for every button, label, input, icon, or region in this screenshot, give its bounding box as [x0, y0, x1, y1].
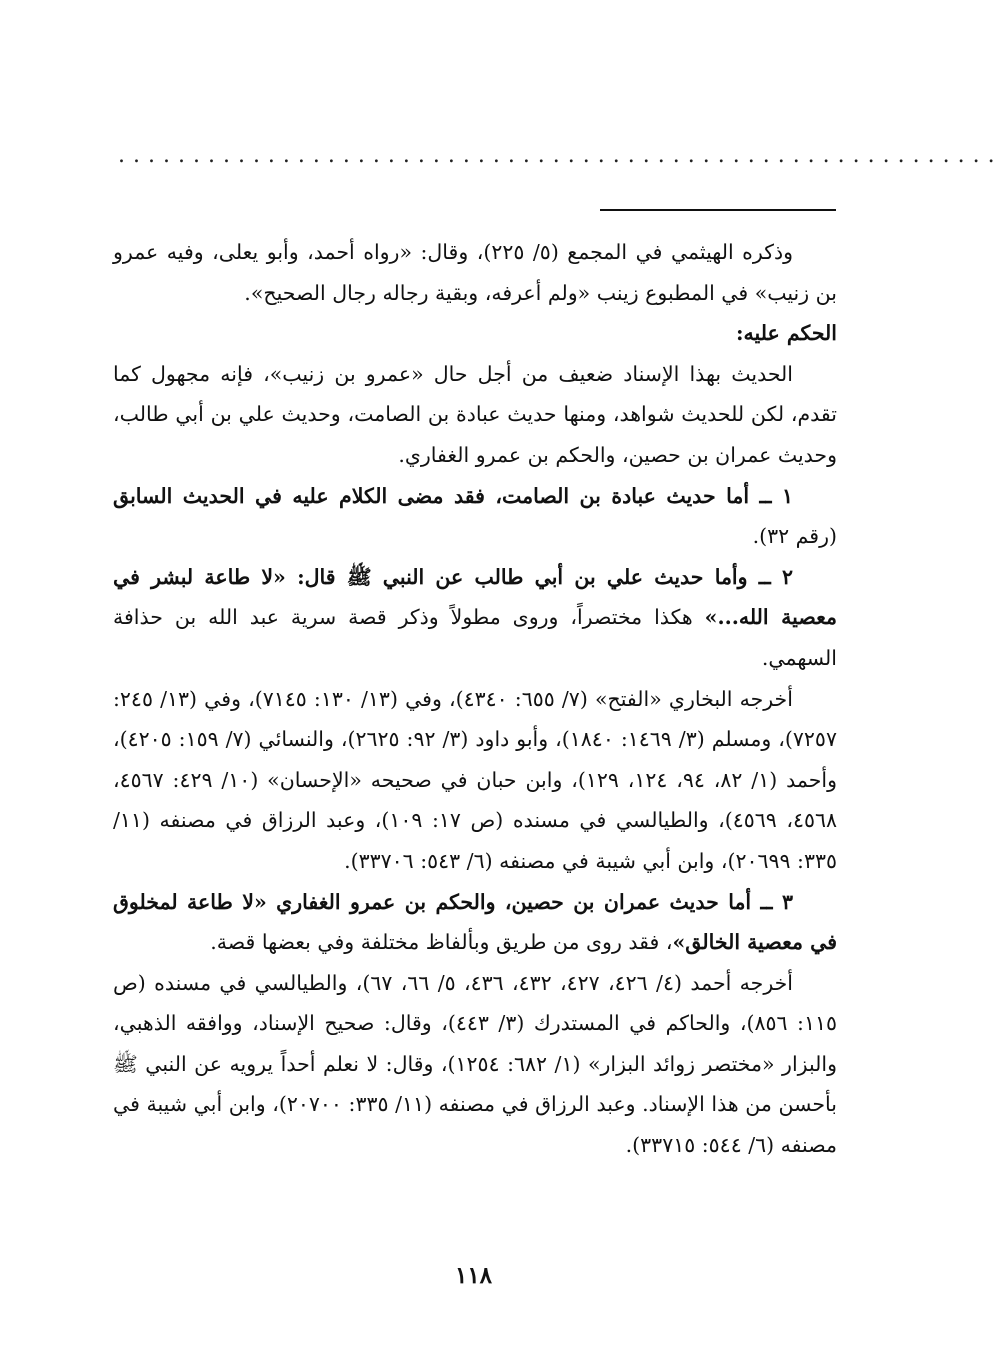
paragraph-haythami: وذكره الهيثمي في المجمع (٥/ ٢٢٥)، وقال: «رواه أحمد، وأبو يعلى، وفيه عمرو بن زنيب» في المطبوع زينب «ولم أعرفه، وبقية رجاله رجال الصحيح».	[113, 240, 837, 305]
footnote-rule	[600, 209, 836, 211]
item-1-rest: (رقم ٣٢).	[752, 524, 837, 549]
paragraph-item-2	[113, 557, 837, 679]
dotted-separator: ...........................................................	[118, 143, 1003, 168]
paragraph-item-1	[113, 476, 837, 557]
paragraph-item-3	[113, 882, 837, 963]
item-3-lead: ٣ ــ أما حديث عمران بن حصين، والحكم بن عمرو الغفاري «لا طاعة لمخلوق في معصية الخالق»	[113, 889, 837, 955]
paragraph-ahmad: أخرجه أحمد (٤/ ٤٢٦، ٤٢٧، ٤٣٢، ٤٣٦، ٥/ ٦٦، ٦٧)، والطيالسي في مسنده (ص ١١٥: ٨٥٦)، والحاكم في المستدرك (٣/ ٤٤٣)، وقال: صحيح الإسناد، ووافقه الذهبي، والبزار «مختصر زوائد البزار» (١/ ٦٨٢: ١٢٥٤)، وقال: لا نعلم أحداً يرويه عن النبي ﷺ بأحسن من هذا الإسناد. وعبد الرزاق في مصنفه (١١/ ٣٣٥: ٢٠٧٠٠)، وابن أبي شيبة في مصنفه (٦/ ٥٤٤: ٣٣٧١٥).	[113, 970, 837, 1158]
page-number: ١١٨	[454, 1262, 493, 1289]
body-text	[113, 232, 837, 1166]
paragraph-bukhari: أخرجه البخاري «الفتح» (٧/ ٦٥٥: ٤٣٤٠)، وفي (١٣/ ١٣٠: ٧١٤٥)، وفي (١٣/ ٢٤٥: ٧٢٥٧)، ومسلم (٣/ ١٤٦٩: ١٨٤٠)، وأبو داود (٣/ ٩٢: ٢٦٢٥)، والنسائي (٧/ ١٥٩: ٤٢٠٥)، وأحمد (١/ ٨٢، ٩٤، ١٢٤، ١٢٩)، وابن حبان في صحيحه «الإحسان» (١٠/ ٤٢٩: ٤٥٦٧، ٤٥٦٨، ٤٥٦٩)، والطيالسي في مسنده (ص ١٧: ١٠٩)، وعبد الرزاق في مصنفه (١١/ ٣٣٥: ٢٠٦٩٩)، وابن أبي شيبة في مصنفه (٦/ ٥٤٣: ٣٣٧٠٦).	[113, 686, 837, 873]
item-3-rest: ، فقد روى من طريق وبألفاظ مختلفة وفي بعضها قصة.	[210, 930, 673, 955]
item-2-rest: هكذا مختصراً، وروى مطولاً وذكر قصة سرية عبد الله بن حذافة السهمي.	[113, 605, 837, 670]
item-2-lead: ٢ ــ وأما حديث علي بن أبي طالب عن النبي ﷺ قال: «لا طاعة لبشر في معصية الله...»	[113, 564, 837, 630]
paragraph-ruling: الحديث بهذا الإسناد ضعيف من أجل حال «عمرو بن زنيب»، فإنه مجهول كما تقدم، لكن للحديث شواهد، ومنها حديث عبادة بن الصامت، وحديث علي بن أبي طالب، وحديث عمران بن حصين، والحكم بن عمرو الغفاري.	[113, 361, 837, 467]
item-1-lead: ١ ــ أما حديث عبادة بن الصامت، فقد مضى الكلام عليه في الحديث السابق	[113, 483, 793, 508]
section-heading: الحكم عليه:	[735, 321, 837, 346]
